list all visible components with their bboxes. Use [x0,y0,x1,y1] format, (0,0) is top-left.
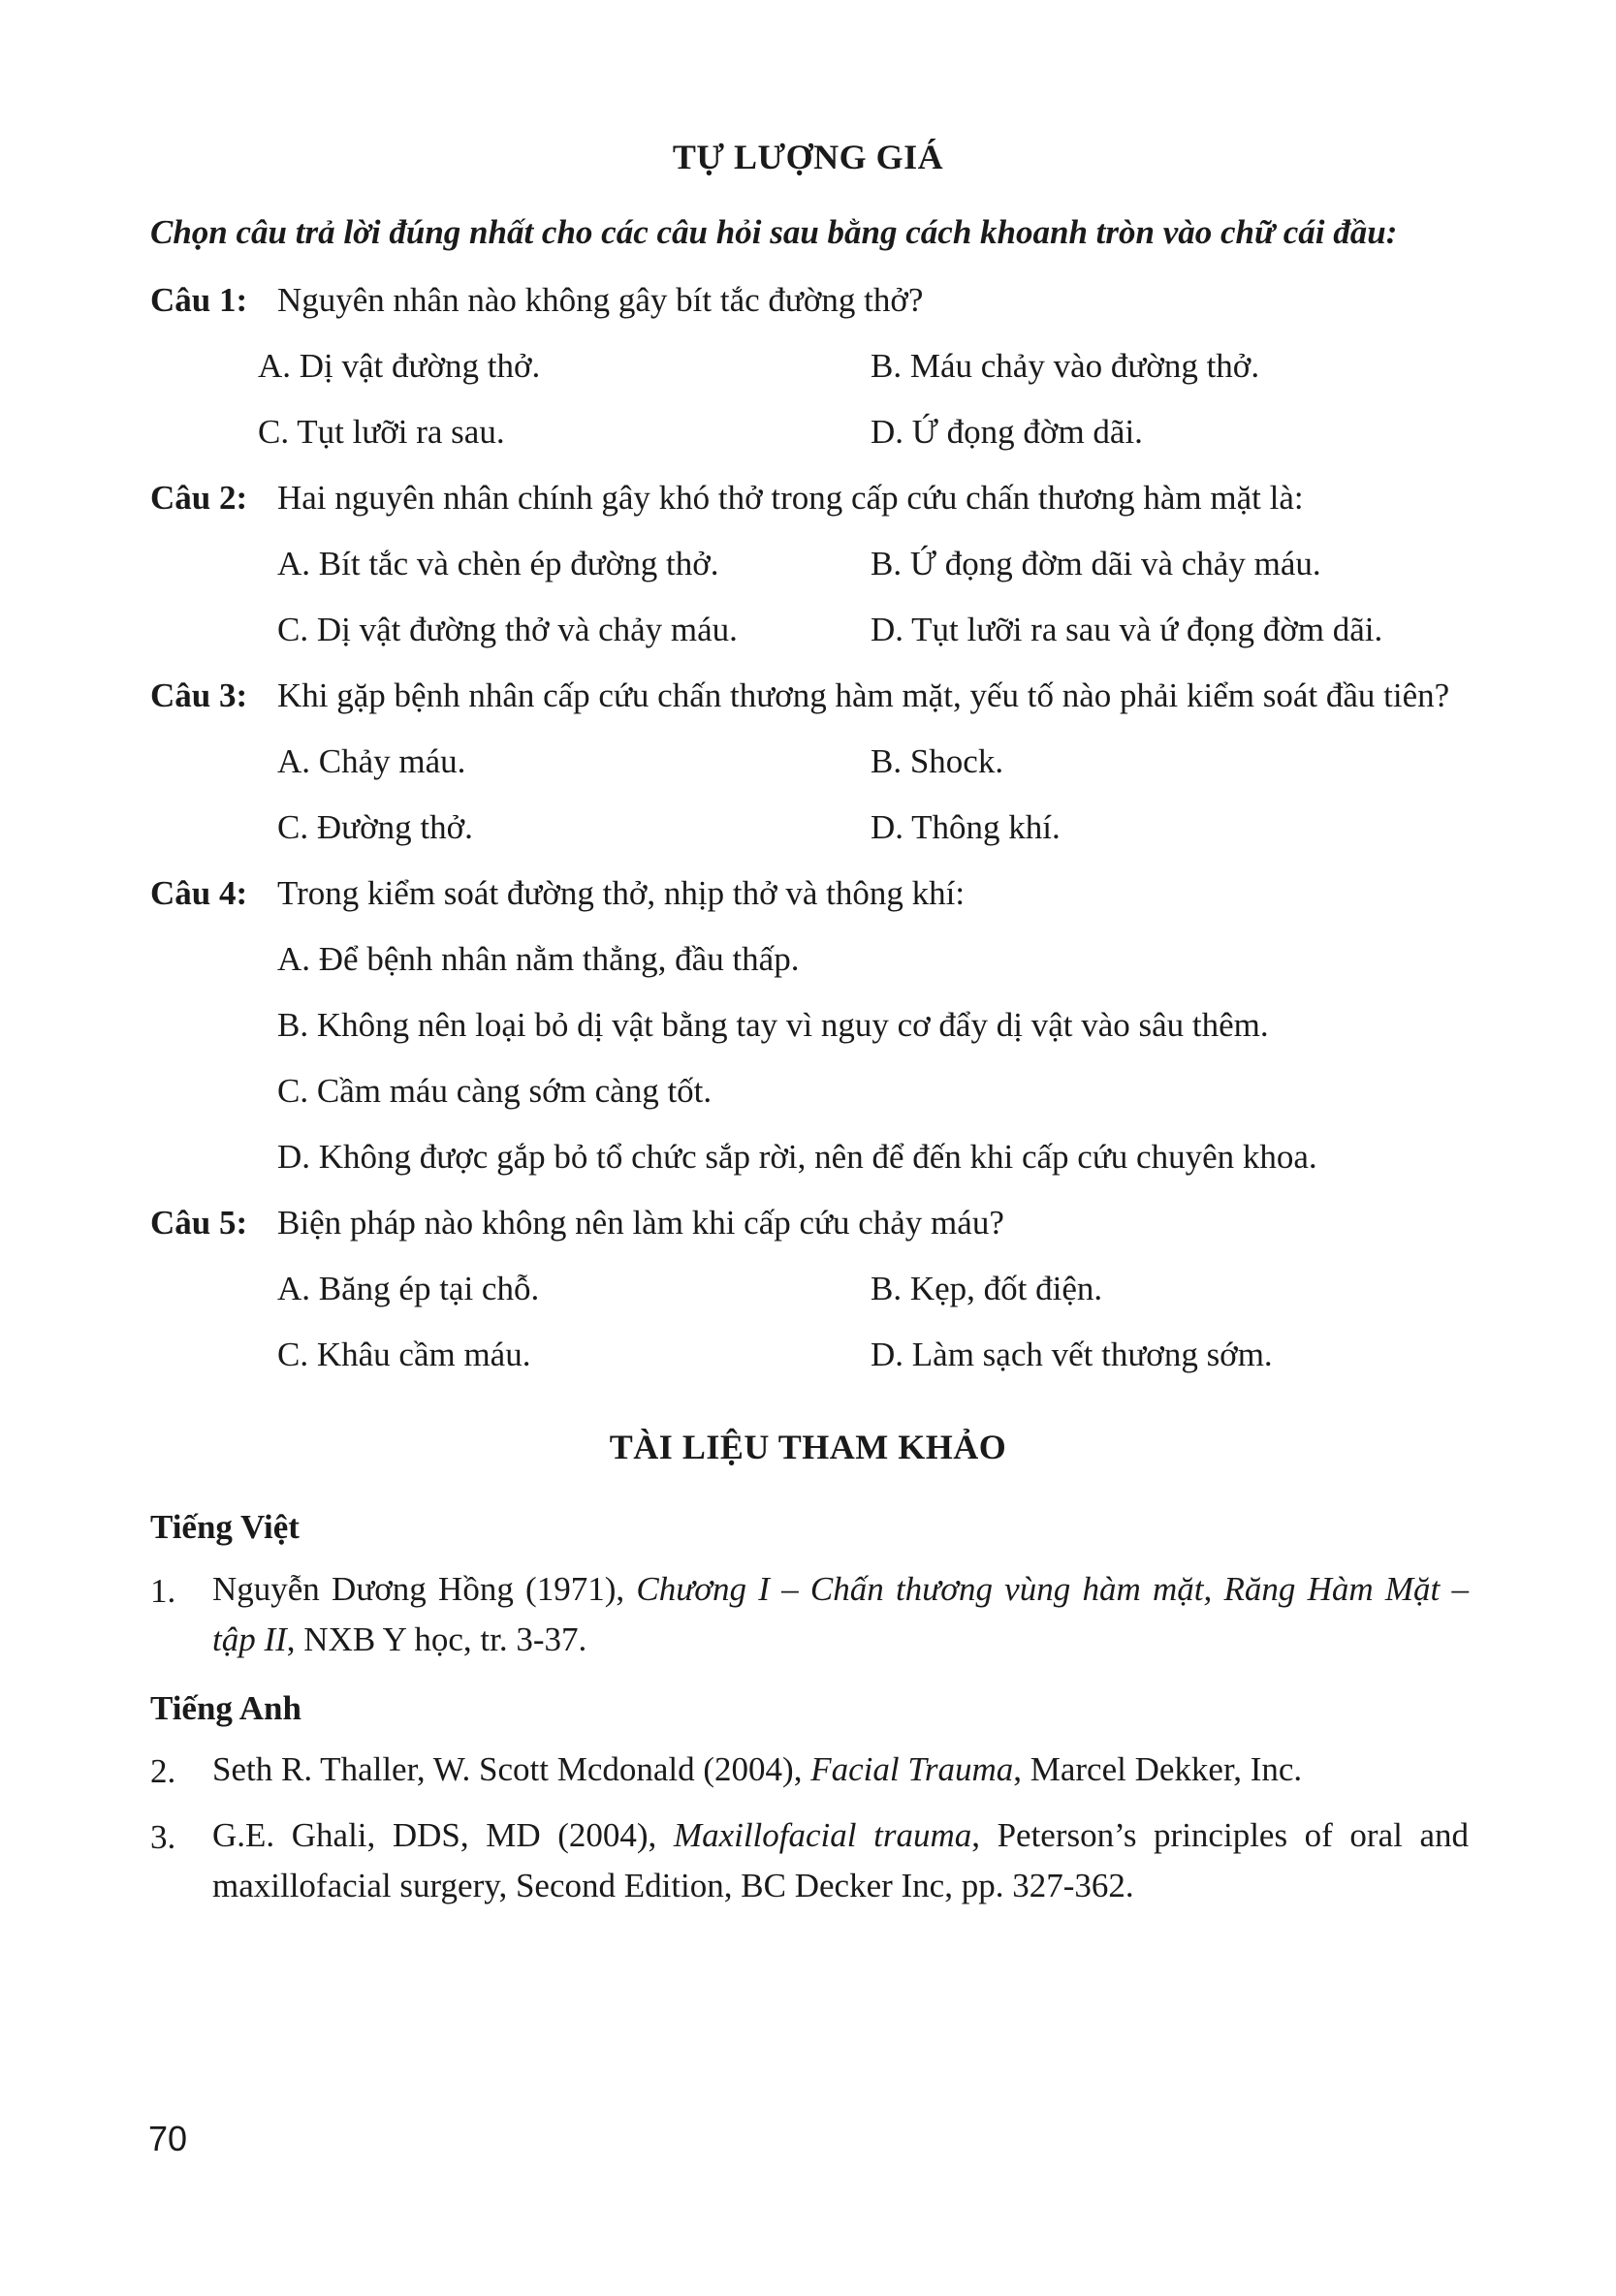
section-title-references: TÀI LIỆU THAM KHẢO [609,1428,1007,1466]
answer-option[interactable]: A. Chảy máu. [277,742,466,780]
question-text: Hai nguyên nhân chính gây khó thở trong cấp cứu chấn thương hàm mặt là: [277,479,1304,517]
answer-option[interactable]: B. Ứ đọng đờm dãi và chảy máu. [871,545,1321,582]
answer-option[interactable]: C. Khâu cầm máu. [277,1336,531,1373]
question-label: Câu 3: [150,676,248,714]
question-label: Câu 4: [150,874,248,912]
answer-option[interactable]: A. Dị vật đường thở. [258,347,541,385]
answer-option[interactable]: D. Ứ đọng đờm dãi. [871,413,1143,451]
answer-option[interactable]: C. Dị vật đường thở và chảy máu. [277,611,738,648]
reference-number: 2. [150,1752,176,1790]
answer-option[interactable]: A. Để bệnh nhân nằm thẳng, đầu thấp. [277,940,800,978]
subheading-english: Tiếng Anh [150,1689,301,1727]
question-text: Khi gặp bệnh nhân cấp cứu chấn thương hàm mặt, yếu tố nào phải kiểm soát đầu tiên? [277,676,1450,714]
reference-number: 1. [150,1572,176,1610]
page-number: 70 [148,2119,188,2158]
subheading-vietnamese: Tiếng Việt [150,1508,300,1546]
answer-option[interactable]: A. Bít tắc và chèn ép đường thở. [277,545,719,582]
question-label: Câu 5: [150,1204,248,1242]
question-text: Trong kiểm soát đường thở, nhịp thở và thông khí: [277,874,966,912]
question-text: Biện pháp nào không nên làm khi cấp cứu chảy máu? [277,1204,1004,1242]
reference-number: 3. [150,1818,176,1856]
question-label: Câu 2: [150,479,248,517]
answer-option[interactable]: B. Không nên loại bỏ dị vật bằng tay vì nguy cơ đẩy dị vật vào sâu thêm. [277,1006,1269,1044]
answer-option[interactable]: D. Thông khí. [871,808,1061,846]
question-label: Câu 1: [150,281,248,319]
answer-option[interactable]: A. Băng ép tại chỗ. [277,1270,540,1307]
answer-option[interactable]: C. Đường thở. [277,808,473,846]
reference-entry: Nguyễn Dương Hồng (1971), Chương I – Chấn thương vùng hàm mặt, Răng Hàm Mặt – tập II, NXB Y học, tr. 3-37. [212,1570,1470,1658]
answer-option[interactable]: B. Máu chảy vào đường thở. [871,347,1260,385]
reference-entry: G.E. Ghali, DDS, MD (2004), Maxillofacial trauma, Peterson’s principles of oral and maxillofacial surgery, Second Edition, BC Decker Inc, pp. 327-362. [212,1816,1469,1904]
answer-option[interactable]: D. Tụt lưỡi ra sau và ứ đọng đờm dãi. [871,611,1383,648]
answer-option[interactable]: C. Cầm máu càng sớm càng tốt. [277,1072,713,1110]
answer-option[interactable]: B. Kẹp, đốt điện. [871,1270,1103,1307]
answer-option[interactable]: B. Shock. [871,742,1004,780]
reference-entry: Seth R. Thaller, W. Scott Mcdonald (2004), Facial Trauma, Marcel Dekker, Inc. [212,1750,1303,1788]
question-text: Nguyên nhân nào không gây bít tắc đường thở? [277,281,924,319]
answer-option[interactable]: D. Làm sạch vết thương sớm. [871,1336,1273,1373]
instruction-text: Chọn câu trả lời đúng nhất cho các câu hỏi sau bằng cách khoanh tròn vào chữ cái đầu: [150,213,1398,251]
answer-option[interactable]: C. Tụt lưỡi ra sau. [258,413,505,451]
answer-option[interactable]: D. Không được gắp bỏ tổ chức sắp rời, nên để đến khi cấp cứu chuyên khoa. [277,1138,1317,1176]
section-title-self-assessment: TỰ LƯỢNG GIÁ [672,138,944,176]
